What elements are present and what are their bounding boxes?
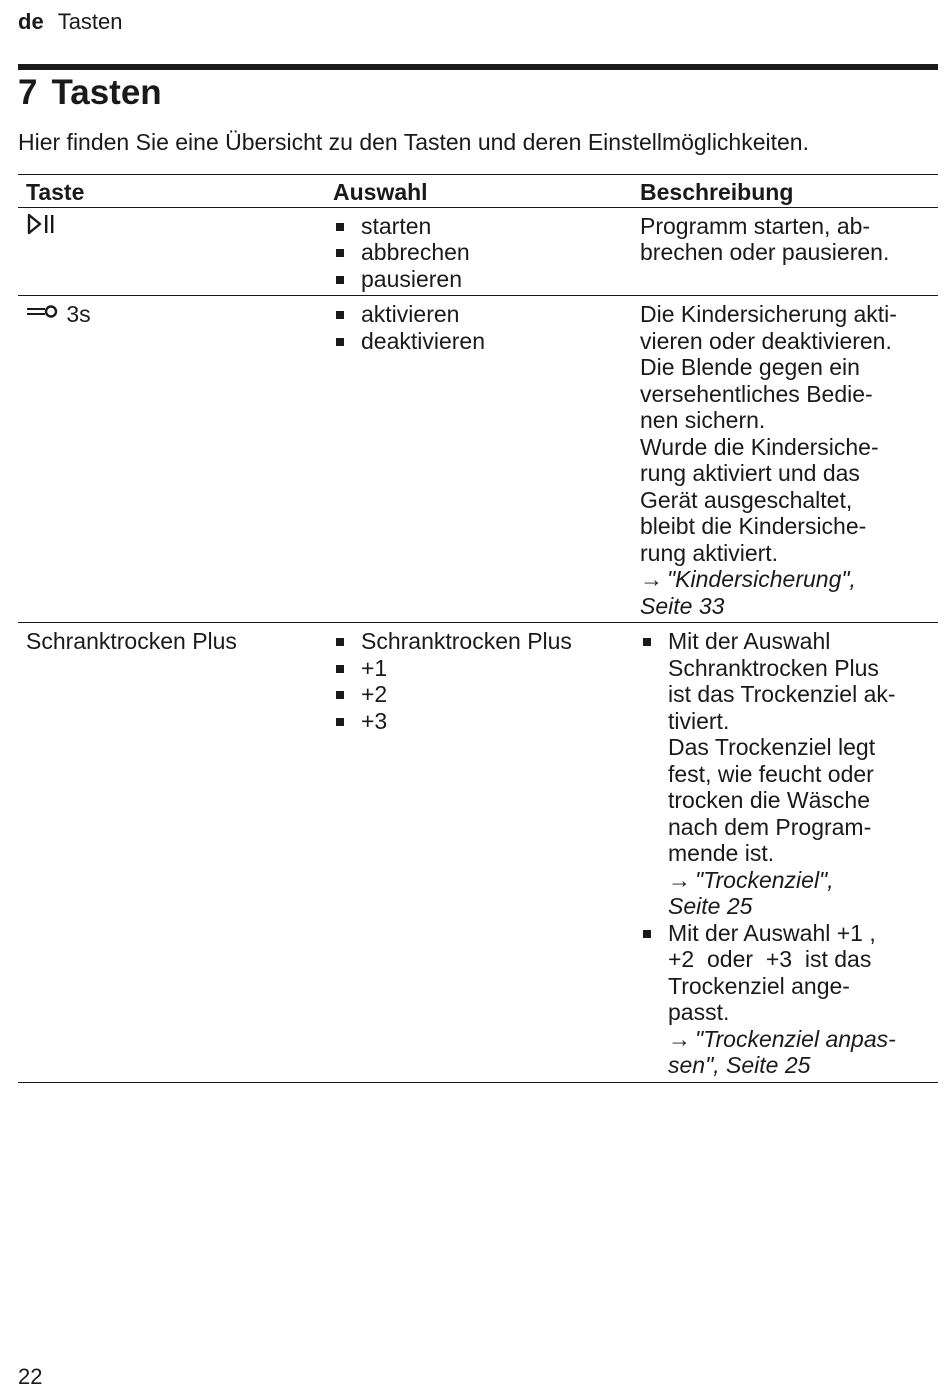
list-item: +3 xyxy=(333,708,624,735)
options-cell xyxy=(325,623,632,1083)
key-label: Schranktrocken Plus xyxy=(26,628,237,654)
arrow-right-icon: → xyxy=(668,1025,691,1052)
page-number: 22 xyxy=(18,1364,43,1389)
text-segment: , xyxy=(869,919,876,946)
list-item: abbrechen xyxy=(333,239,624,266)
list-item: starten xyxy=(333,213,624,240)
cross-reference-text: "Kindersicherung", Seite 33 xyxy=(640,566,856,619)
options-cell xyxy=(325,207,632,296)
description-cell xyxy=(632,623,938,1083)
intro-text: Hier finden Sie eine Übersicht zu den Tasten und deren Einstellmöglichkeiten. xyxy=(18,129,809,155)
key-cell xyxy=(18,207,325,296)
list-item: aktivieren xyxy=(333,301,624,328)
start-pause-icon xyxy=(26,213,58,235)
text-segment: oder xyxy=(694,946,766,972)
chapter-title xyxy=(18,73,162,113)
column-header-auswahl: Auswahl xyxy=(325,175,632,208)
arrow-right-icon: → xyxy=(640,566,663,592)
description-bullet xyxy=(640,920,930,1079)
column-header-beschreibung: Beschreibung xyxy=(632,175,938,208)
text-segment: ist das Trockenziel ange- passt. xyxy=(668,946,872,1025)
list-item: +1 xyxy=(333,655,624,682)
description-text: Die Kindersicherung akti- vieren oder deaktivieren. Die Blende gegen ein versehentliches Bedie- nen sichern. Wurde die Kindersiche- rung aktiviert und das Gerät ausgeschaltet, bleibt die Kindersiche- rung aktiviert. xyxy=(640,301,897,566)
chapter-number: 7 xyxy=(18,73,38,112)
list-item: pausieren xyxy=(333,266,624,293)
option-plus-1: +1 xyxy=(836,919,863,946)
running-header xyxy=(18,9,123,35)
text-segment: Mit der Auswahl xyxy=(668,919,837,946)
option-plus-2: +2 xyxy=(668,946,695,972)
table-row xyxy=(18,207,938,296)
column-header-taste: Taste xyxy=(18,175,325,208)
cross-reference-link[interactable] xyxy=(668,867,930,920)
table-row xyxy=(18,623,938,1083)
list-item: deaktivieren xyxy=(333,328,624,355)
description-text: Programm starten, ab- brechen oder pausieren. xyxy=(640,212,890,265)
cross-reference-link[interactable] xyxy=(640,566,930,619)
header-section-title: Tasten xyxy=(57,9,123,34)
key-cell xyxy=(18,623,325,1083)
option-plus-3: +3 xyxy=(765,946,793,972)
description-cell xyxy=(632,296,938,623)
cross-reference-text: "Trockenziel anpas- sen", Seite 25 xyxy=(668,1025,896,1078)
list-item: Schranktrocken Plus xyxy=(333,628,624,655)
description-cell xyxy=(632,207,938,296)
table-header-row xyxy=(18,175,938,208)
keys-table xyxy=(18,174,938,1083)
description-text: Mit der Auswahl Schranktrocken Plus ist das Trockenziel ak- tiviert. Das Trockenziel legt fest, wie feucht oder trocken die Wäsche nach dem Program- mende ist. xyxy=(668,628,896,866)
language-code: de xyxy=(18,9,44,34)
key-cell xyxy=(18,296,325,623)
cross-reference-text: "Trockenziel", Seite 25 xyxy=(668,866,834,919)
key-lock-icon xyxy=(26,302,60,322)
arrow-right-icon: → xyxy=(668,866,691,893)
title-rule xyxy=(18,64,938,70)
options-cell xyxy=(325,296,632,623)
description-bullet xyxy=(640,628,930,920)
table-row xyxy=(18,296,938,623)
chapter-title-text: Tasten xyxy=(51,73,162,112)
cross-reference-link[interactable] xyxy=(668,1026,930,1079)
key-duration-label: 3s xyxy=(66,301,91,327)
list-item: +2 xyxy=(333,681,624,708)
description-text xyxy=(668,920,930,1026)
